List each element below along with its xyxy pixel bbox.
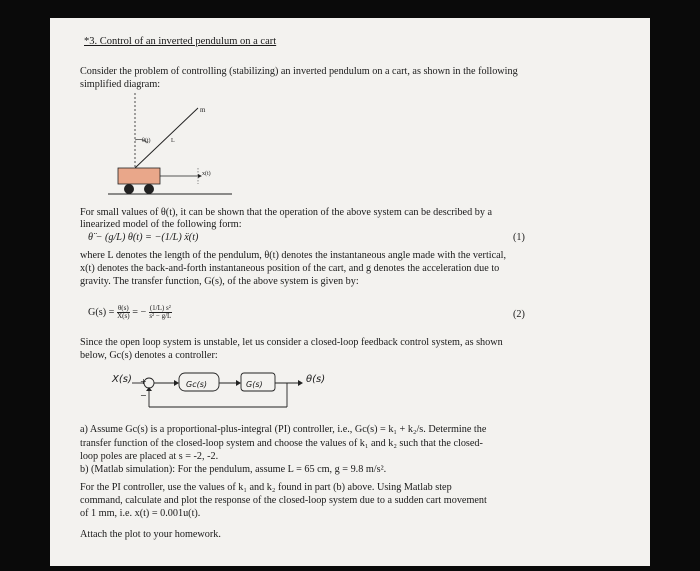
equation-1: θ̈ − (g/L) θ(t) = −(1/L) ẍ(t) — [88, 232, 199, 243]
equation-1-number: (1) — [513, 232, 525, 243]
paragraph-2-line-3: gravity. The transfer function, G(s), of the above system is given by: — [80, 276, 359, 287]
block-input-label: X(s) — [112, 374, 132, 385]
paragraph-3-line-2: below, Gc(s) denotes a controller: — [80, 350, 218, 361]
intro-line-1: Consider the problem of controlling (stabilizing) an inverted pendulum on a cart, as shown in the following — [80, 66, 518, 77]
equation-2: G(s) = $\frac{\theta(s)}{X(s)}$ = − $\frac{\text{(1/L) s²}}{\text{s² − g/L}}$ — [88, 304, 172, 320]
part-c-line-2: command, calculate and plot the response of the closed-loop system due to a sudden cart movement — [80, 495, 487, 506]
part-b-line-1: b) (Matlab simulation): For the pendulum, assume L = 65 cm, g = 9.8 m/s². — [80, 464, 387, 475]
equation-2-fraction-1: $\frac{\theta(s)}{X(s)}$ — [117, 304, 130, 320]
paragraph-1-line-1: For small values of θ(t), it can be shown that the operation of the above system can be described by a — [80, 207, 492, 218]
problem-page — [50, 18, 650, 566]
equation-2-number: (2) — [513, 309, 525, 320]
equation-2-lhs: G(s) = — [88, 306, 115, 318]
part-a-line-1: a) Assume Gc(s) is a proportional-plus-integral (PI) controller, i.e., Gc(s) = k₁ + k₂/s. Determine the — [80, 424, 487, 435]
feedback-block-diagram — [100, 363, 360, 419]
paragraph-2-line-2: x(t) denotes the back-and-forth instantaneous position of the cart, and g denotes the acceleration due to — [80, 263, 500, 274]
position-label: x(t) — [202, 171, 211, 177]
part-c-line-1: For the PI controller, use the values of k₁ and k₂ found in part (b) above. Using Matlab step — [80, 482, 452, 493]
part-c-line-3: of 1 mm, i.e. x(t) = 0.001u(t). — [80, 508, 201, 519]
mass-label: m — [200, 106, 206, 114]
problem-title: *3. Control of an inverted pendulum on a cart — [84, 36, 277, 47]
paragraph-3-line-1: Since the open loop system is unstable, let us consider a closed-loop feedback control system, as shown — [80, 337, 503, 348]
paragraph-1-line-2: linearized model of the following form: — [80, 219, 242, 230]
angle-label: θ(t) — [142, 138, 151, 144]
intro-line-2: simplified diagram: — [80, 79, 161, 90]
block-controller-label: Gc(s) — [186, 380, 208, 389]
equation-2-fraction-2: $\frac{\text{(1/L) s²}}{\text{s² − g/L}}$ — [149, 304, 172, 320]
part-d-line-1: Attach the plot to your homework. — [80, 529, 221, 540]
paragraph-2-line-1: where L denotes the length of the pendulum, θ(t) denotes the instantaneous angle made with the vertical, — [80, 250, 507, 261]
pendulum-cart-diagram — [90, 88, 260, 203]
block-output-label: θ(s) — [306, 374, 326, 385]
part-a-line-2: transfer function of the closed-loop system and choose the values of k₁ and k₂ such that the closed- — [80, 438, 483, 449]
block-plant-label: G(s) — [246, 380, 263, 389]
block-minus-sign: − — [140, 391, 147, 400]
length-label: L — [171, 138, 175, 144]
block-plus-sign: + — [140, 377, 147, 386]
part-a-line-3: loop poles are placed at s = -2, -2. — [80, 451, 219, 462]
